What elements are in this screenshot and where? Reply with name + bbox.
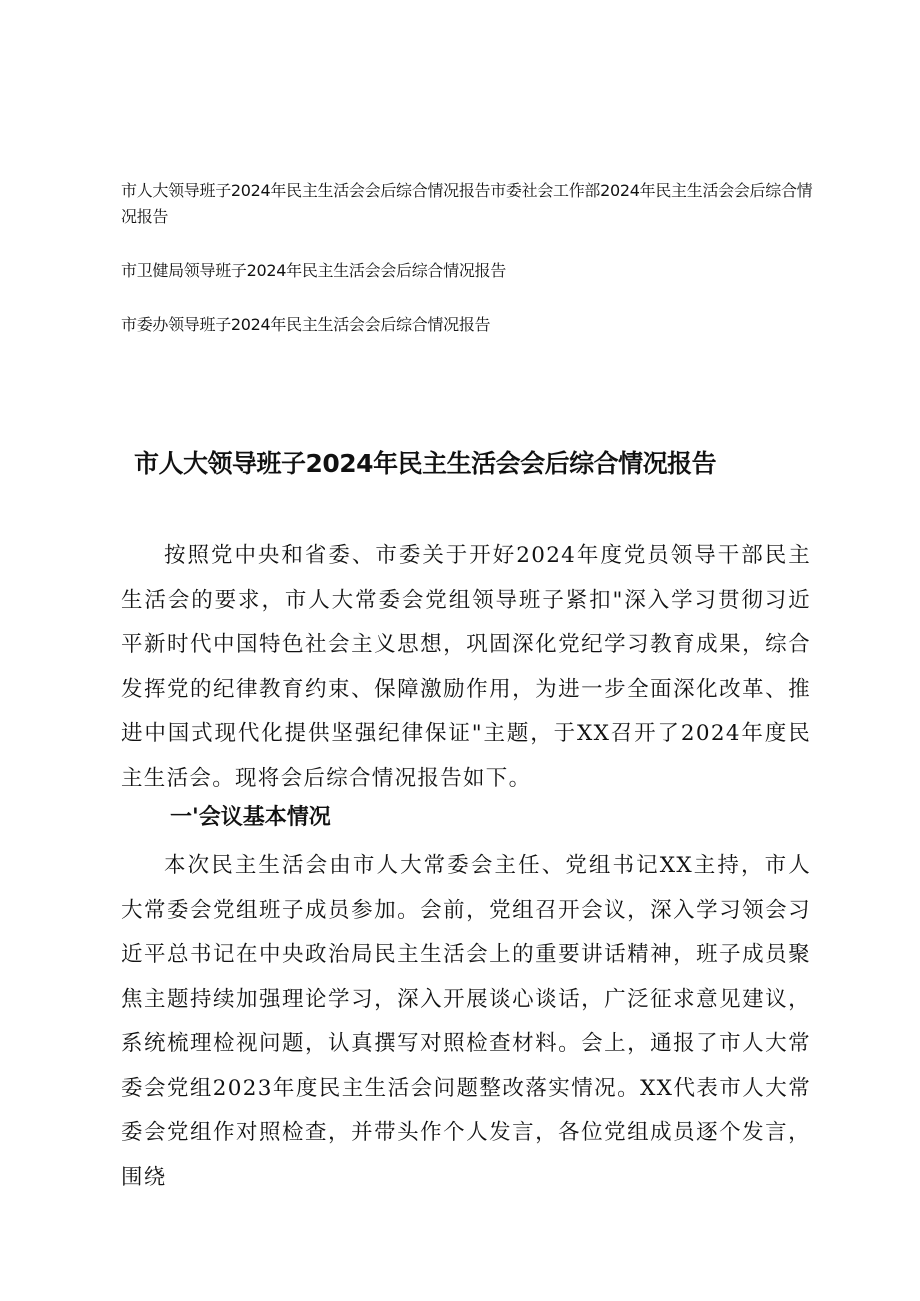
intro-paragraph: 按照党中央和省委、市委关于开好2024年度党员领导干部民主生活会的要求，市人大常委会党组领导班子紧扣"深入学习贯彻习近平新时代中国特色社会主义思想，巩固深化党纪学习教育成果，综合发挥党的纪律教育约束、保障激励作用，为进一步全面深化改革、推进中国式现代化提供坚强纪律保证"主题，于XX召开了2024年度民主生活会。现将会后综合情况报告如下。 [121,543,811,791]
toc-item: 市人大领导班子2024年民主生活会会后综合情况报告市委社会工作部2024年民主生活会会后综合情况报告 [121,181,813,226]
toc-item: 市委办领导班子2024年民主生活会会后综合情况报告 [121,315,491,334]
section-heading: 一'会议基本情况 [170,805,331,830]
document-title: 市人大领导班子2024年民主生活会会后综合情况报告 [134,449,717,478]
section-paragraph: 本次民主生活会由市人大常委会主任、党组书记XX主持，市人大常委会党组班子成员参加。会前，党组召开会议，深入学习领会习近平总书记在中央政治局民主生活会上的重要讲话精神，班子成员聚焦主题持续加强理论学习，深入开展谈心谈话，广泛征求意见建议，系统梳理检视问题，认真撰写对照检查材料。会上，通报了市人大常委会党组2023年度民主生活会问题整改落实情况。XX代表市人大常委会党组作对照检查，并带头作个人发言，各位党组成员逐个发言，围绕 [121,853,811,1190]
toc-item: 市卫健局领导班子2024年民主生活会会后综合情况报告 [121,261,506,280]
table-of-contents [121,178,821,338]
